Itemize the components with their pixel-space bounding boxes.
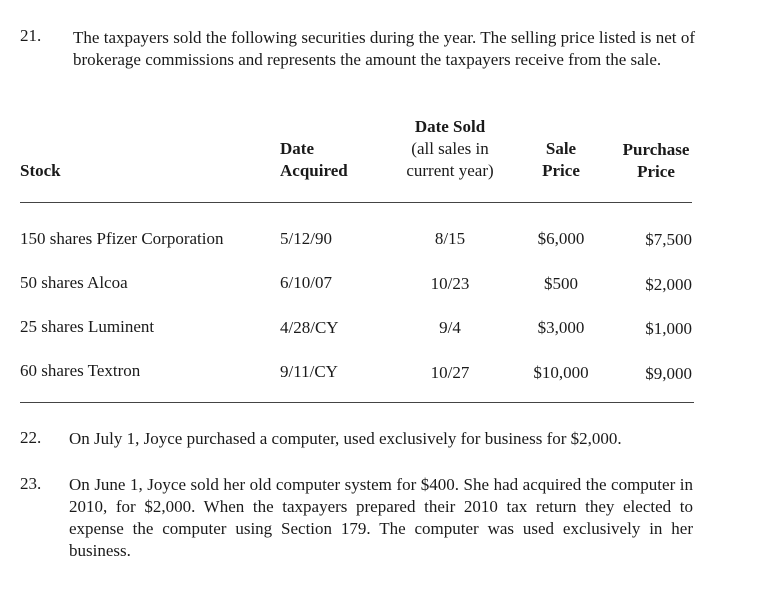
header-date-sold-line1: Date Sold (414, 117, 486, 136)
cell-sale-price: $3,000 (537, 318, 585, 337)
cell-date-acquired: 9/11/CY (280, 362, 338, 381)
table-top-rule (20, 202, 692, 203)
header-purchase-price (612, 139, 700, 183)
cell-date-sold: 10/23 (430, 274, 470, 293)
cell-date-acquired: 6/10/07 (280, 273, 332, 292)
cell-stock: 50 shares Alcoa (20, 273, 128, 292)
header-sale-price-line1: Sale (545, 139, 577, 158)
header-sale-price-line2: Price (542, 161, 580, 180)
header-stock: Stock (20, 161, 61, 180)
question-22-text: On July 1, Joyce purchased a computer, used exclusively for business for $2,000. (69, 429, 622, 448)
question-22-number: 22. (20, 428, 42, 447)
cell-purchase-price: $2,000 (645, 275, 692, 294)
cell-stock: 25 shares Luminent (20, 317, 155, 336)
header-date-sold-line3: current year) (406, 161, 494, 180)
cell-sale-price: $6,000 (537, 229, 585, 248)
cell-date-acquired: 4/28/CY (280, 318, 339, 337)
header-purchase-price-line2: Price (637, 162, 675, 181)
cell-stock: 60 shares Textron (20, 361, 141, 380)
cell-date-sold: 9/4 (439, 318, 461, 337)
header-sale-price (505, 138, 617, 182)
table-bottom-rule (20, 402, 694, 403)
cell-purchase-price: $1,000 (645, 319, 692, 338)
question-23-text: On June 1, Joyce sold her old computer system for $400. She had acquired the computer in 2010, for $2,000. When the taxpayers prepared their 2010 tax return they elected to expense the computer using Section 179. The computer was used exclusively in her business. (69, 475, 693, 560)
cell-date-acquired: 5/12/90 (280, 229, 332, 248)
cell-date-sold: 10/27 (430, 363, 470, 382)
question-23-number: 23. (20, 474, 42, 493)
cell-sale-price: $10,000 (533, 363, 589, 382)
question-21-number: 21. (20, 26, 42, 45)
header-purchase-price-line1: Purchase (622, 140, 690, 159)
header-date-acquired-line1: Date (280, 139, 314, 158)
question-21-text: The taxpayers sold the following securities during the year. The selling price listed is net of brokerage commissions and represents the amount the taxpayers receive from the sale. (73, 28, 695, 69)
cell-purchase-price: $9,000 (645, 364, 692, 383)
header-date-sold (385, 116, 515, 182)
header-date-acquired-line2: Acquired (280, 161, 348, 180)
cell-sale-price: $500 (544, 274, 578, 293)
header-date-acquired (280, 138, 348, 182)
cell-stock: 150 shares Pfizer Corporation (20, 229, 224, 248)
cell-date-sold: 8/15 (434, 229, 466, 248)
header-date-sold-line2: (all sales in (411, 139, 489, 158)
cell-purchase-price: $7,500 (645, 230, 692, 249)
